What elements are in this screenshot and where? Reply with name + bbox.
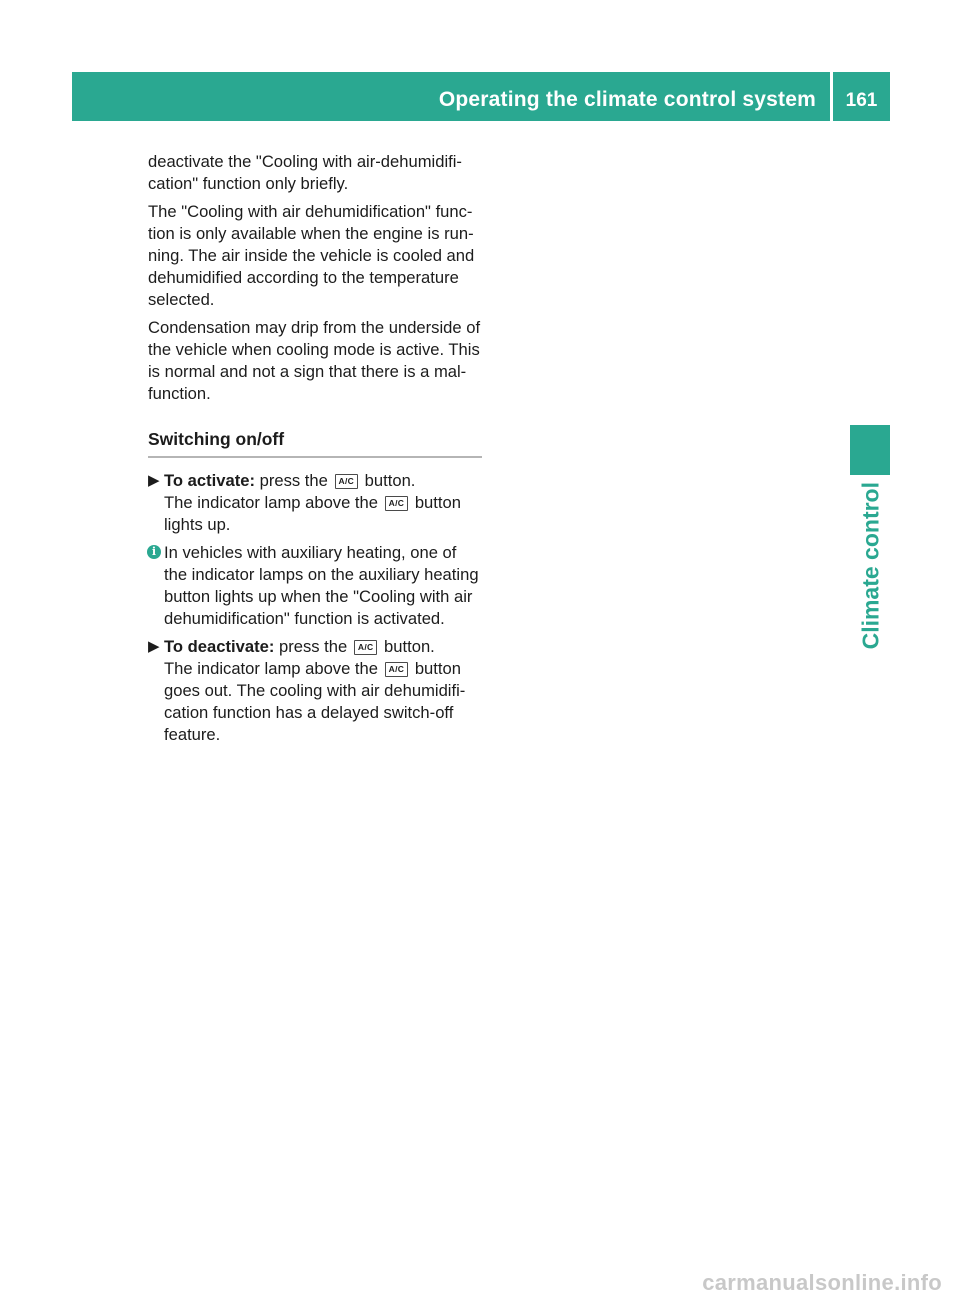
step-text: button.: [364, 471, 416, 490]
info-icon: i: [147, 545, 161, 559]
note-text: In vehicles with auxiliary heating, one of the indicator lamps on the auxiliary heating button lights up when the "Cooling with air dehumidification" function is activated.: [164, 543, 479, 628]
page-number: 161: [845, 90, 878, 111]
step-text: press the: [259, 471, 328, 490]
info-note: [148, 542, 482, 630]
ac-button-icon: A/C: [354, 640, 378, 655]
watermark: carmanualsonline.info: [702, 1270, 942, 1295]
side-tab-label: Climate control: [857, 482, 883, 650]
arrow-right-icon: ▶: [148, 638, 160, 655]
arrow-right-icon: ▶: [148, 472, 160, 489]
step-activate: [148, 470, 482, 536]
step-text: The indicator lamp above the: [164, 493, 379, 512]
step-text: button goes out. The cooling with air dehumidifi- cation function has a delayed switch-off feature.: [164, 659, 466, 744]
step-lead: To deactivate:: [164, 637, 275, 656]
step-text: button lights up.: [164, 493, 461, 534]
step-text: press the: [278, 637, 348, 656]
step-lead: To activate:: [164, 471, 255, 490]
step-deactivate: [148, 636, 482, 746]
main-content: [148, 151, 482, 752]
ac-button-icon: A/C: [335, 474, 359, 489]
section-heading: Switching on/off: [148, 428, 482, 458]
page-title: Operating the climate control system: [438, 88, 816, 111]
paragraph: The "Cooling with air dehumidification" func- tion is only available when the engine is run- ning. The air inside the vehicle is cooled and dehumidified according to the temperature selected.: [148, 202, 475, 309]
ac-button-icon: A/C: [385, 496, 409, 511]
step-text: button.: [384, 637, 435, 656]
step-text: The indicator lamp above the: [164, 659, 379, 678]
paragraph: Condensation may drip from the underside of the vehicle when cooling mode is active. This is normal and not a sign that there is a mal- function.: [148, 318, 481, 403]
side-tab-marker: [850, 425, 890, 475]
paragraph: deactivate the "Cooling with air-dehumidifi- cation" function only briefly.: [148, 152, 462, 193]
ac-button-icon: A/C: [385, 662, 409, 677]
